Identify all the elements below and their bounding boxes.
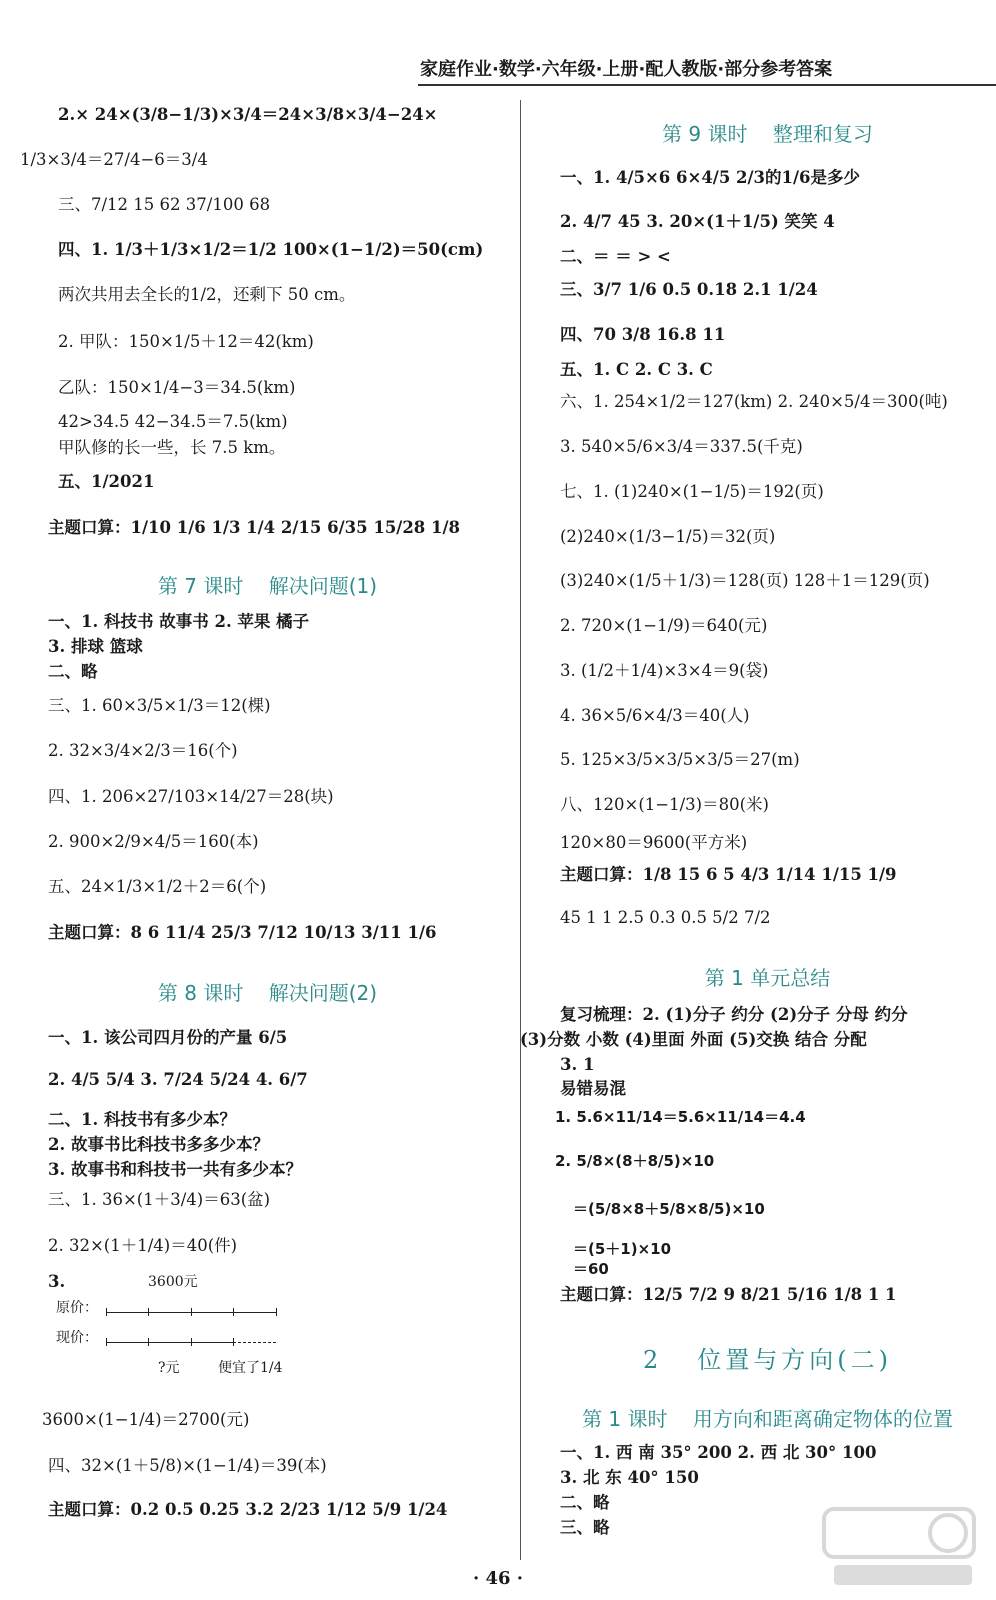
answer-line: 二、略 xyxy=(48,662,98,681)
diagram-discount-label: 便宜了1/4 xyxy=(218,1360,283,1376)
answer-line: 六、1. 254×1/2＝127(km) 2. 240×5/4＝300(吨) xyxy=(560,392,948,411)
diagram-tick xyxy=(191,1308,192,1316)
answer-line: 2. 32×(1＋1/4)＝40(件) xyxy=(48,1236,238,1255)
oral-calc-line: 主题口算：12/5 7/2 9 8/21 5/16 1/8 1 1 xyxy=(560,1285,897,1304)
answer-line: 四、32×(1＋5/8)×(1−1/4)＝39(本) xyxy=(48,1456,327,1475)
diagram-tick xyxy=(233,1338,234,1346)
answer-line: 三、1. 36×(1＋3/4)＝63(盆) xyxy=(48,1190,271,1209)
diagram-tick xyxy=(148,1338,149,1346)
diagram-tick xyxy=(191,1338,192,1346)
page-number: · 46 · xyxy=(472,1568,524,1589)
answer-line: 2. 甲队：150×1/5＋12＝42(km) xyxy=(58,332,314,351)
answer-line: 三、略 xyxy=(560,1518,610,1537)
oral-calc-line: 主题口算：8 6 11/4 25/3 7/12 10/13 3/11 1/6 xyxy=(48,923,437,942)
header-rule xyxy=(418,84,996,86)
oral-calc-line: 45 1 1 2.5 0.3 0.5 5/2 7/2 xyxy=(560,908,771,927)
diagram-tick xyxy=(276,1308,277,1316)
answer-line: 三、7/12 15 62 37/100 68 xyxy=(58,195,271,214)
segment-diagram xyxy=(48,1272,288,1382)
answer-line: 五、24×1/3×1/2＋2＝6(个) xyxy=(48,877,267,896)
review-line: (3)分数 小数 (4)里面 外面 (5)交换 结合 分配 xyxy=(520,1030,867,1049)
answer-line: 2. 720×(1−1/9)＝640(元) xyxy=(560,616,768,635)
handwritten-line: ＝60 xyxy=(573,1260,609,1278)
oral-calc-line: 主题口算：1/8 15 6 5 4/3 1/14 1/15 1/9 xyxy=(560,865,897,884)
answer-line: 2. 4/7 45 3. 20×(1＋1/5) 笑笑 4 xyxy=(560,212,835,231)
answer-line: 一、1. 该公司四月份的产量 6/5 xyxy=(48,1028,288,1047)
answer-line: 五、1. C 2. C 3. C xyxy=(560,360,713,379)
answer-line: 2. 4/5 5/4 3. 7/24 5/24 4. 6/7 xyxy=(48,1070,308,1089)
answer-line: 三、3/7 1/6 0.5 0.18 2.1 1/24 xyxy=(560,280,818,299)
diagram-question-label: ?元 xyxy=(158,1360,180,1376)
watermark-logo-icon xyxy=(820,1505,980,1590)
answer-line: 一、1. 西 南 35° 200 2. 西 北 30° 100 xyxy=(560,1443,877,1462)
diagram-tick xyxy=(106,1308,107,1316)
lesson-title: 第 1 课时 用方向和距离确定物体的位置 xyxy=(582,1407,953,1431)
answer-line: 2. 故事书比科技书多多少本？ xyxy=(48,1135,269,1154)
answer-line: 二、略 xyxy=(560,1493,610,1512)
diagram-tick xyxy=(106,1338,107,1346)
answer-line: 四、1. 1/3＋1/3×1/2＝1/2 100×(1−1/2)＝50(cm) xyxy=(58,240,484,259)
answer-line: 2. 32×3/4×2/3＝16(个) xyxy=(48,741,238,760)
answer-line: 120×80＝9600(平方米) xyxy=(560,833,748,852)
answer-line: 3. 故事书和科技书一共有多少本？ xyxy=(48,1160,302,1179)
answer-line: 一、1. 科技书 故事书 2. 苹果 橘子 xyxy=(48,612,310,631)
oral-calc-line: 主题口算：1/10 1/6 1/3 1/4 2/15 6/35 15/28 1/8 xyxy=(48,518,461,537)
answer-line: 二、＝ ＝ > < xyxy=(560,247,671,266)
page-header: 家庭作业·数学·六年级·上册·配人教版·部分参考答案 xyxy=(420,59,833,80)
unit-summary-title: 第 1 单元总结 xyxy=(704,966,831,990)
answer-line: 两次共用去全长的1/2，还剩下 50 cm。 xyxy=(58,285,356,304)
diagram-original-label: 原价： xyxy=(56,1300,98,1316)
answer-line: 四、1. 206×27/103×14/27＝28(块) xyxy=(48,787,334,806)
handwritten-line: 2. 5/8×(8＋8/5)×10 xyxy=(555,1152,715,1170)
review-line: 3. 1 xyxy=(560,1055,595,1074)
answer-line: 3. 540×5/6×3/4＝337.5(千克) xyxy=(560,437,803,456)
answer-line: 3600×(1−1/4)＝2700(元) xyxy=(42,1410,250,1429)
answer-line: 七、1. (1)240×(1−1/5)＝192(页) xyxy=(560,482,824,501)
diagram-current-bar xyxy=(106,1342,233,1343)
diagram-total-label: 3600元 xyxy=(148,1274,198,1290)
handwritten-line: ＝(5/8×8＋5/8×8/5)×10 xyxy=(573,1200,765,1218)
answer-line: 2.× 24×(3/8−1/3)×3/4＝24×3/8×3/4−24× xyxy=(58,105,438,124)
lesson-title: 第 9 课时 整理和复习 xyxy=(662,122,873,146)
answer-line: 3. xyxy=(48,1272,66,1291)
answer-line: 5. 125×3/5×3/5×3/5＝27(m) xyxy=(560,750,800,769)
handwritten-line: 1. 5.6×11/14＝5.6×11/14＝4.4 xyxy=(555,1108,806,1126)
answer-line: 42>34.5 42−34.5＝7.5(km) xyxy=(58,412,288,431)
answer-line: 八、120×(1−1/3)＝80(米) xyxy=(560,795,769,814)
lesson-title: 第 7 课时 解决问题(1) xyxy=(157,574,378,598)
column-divider xyxy=(520,100,521,1560)
answer-line: 3. (1/2＋1/4)×3×4＝9(袋) xyxy=(560,661,769,680)
answer-line: 甲队修的长一些，长 7.5 km。 xyxy=(58,438,286,457)
answer-line: 乙队：150×1/4−3＝34.5(km) xyxy=(58,378,296,397)
oral-calc-line: 主题口算：0.2 0.5 0.25 3.2 2/23 1/12 5/9 1/24 xyxy=(48,1500,448,1519)
answer-line: 4. 36×5/6×4/3＝40(人) xyxy=(560,706,750,725)
answer-line: 一、1. 4/5×6 6×4/5 2/3的1/6是多少 xyxy=(560,168,861,187)
answer-line: 三、1. 60×3/5×1/3＝12(棵) xyxy=(48,696,271,715)
review-line: 复习梳理：2. (1)分子 约分 (2)分子 分母 约分 xyxy=(560,1005,908,1024)
diagram-tick xyxy=(148,1308,149,1316)
chapter-title: 2 位置与方向(二) xyxy=(643,1346,892,1374)
answer-line: 1/3×3/4＝27/4−6＝3/4 xyxy=(20,150,208,169)
answer-line: (3)240×(1/5＋1/3)＝128(页) 128＋1＝129(页) xyxy=(560,571,930,590)
answer-line: 四、70 3/8 16.8 11 xyxy=(560,325,726,344)
mistakes-heading: 易错易混 xyxy=(560,1079,626,1098)
diagram-discount-bar xyxy=(233,1342,276,1343)
answer-line: 五、1/2021 xyxy=(58,472,155,491)
lesson-title: 第 8 课时 解决问题(2) xyxy=(157,981,378,1005)
diagram-current-label: 现价： xyxy=(56,1330,98,1346)
answer-line: 3. 排球 篮球 xyxy=(48,637,143,656)
answer-line: (2)240×(1/3−1/5)＝32(页) xyxy=(560,527,776,546)
diagram-tick xyxy=(233,1308,234,1316)
answer-line: 2. 900×2/9×4/5＝160(本) xyxy=(48,832,259,851)
answer-line: 3. 北 东 40° 150 xyxy=(560,1468,699,1487)
answer-line: 二、1. 科技书有多少本？ xyxy=(48,1110,236,1129)
handwritten-line: ＝(5＋1)×10 xyxy=(573,1240,672,1258)
